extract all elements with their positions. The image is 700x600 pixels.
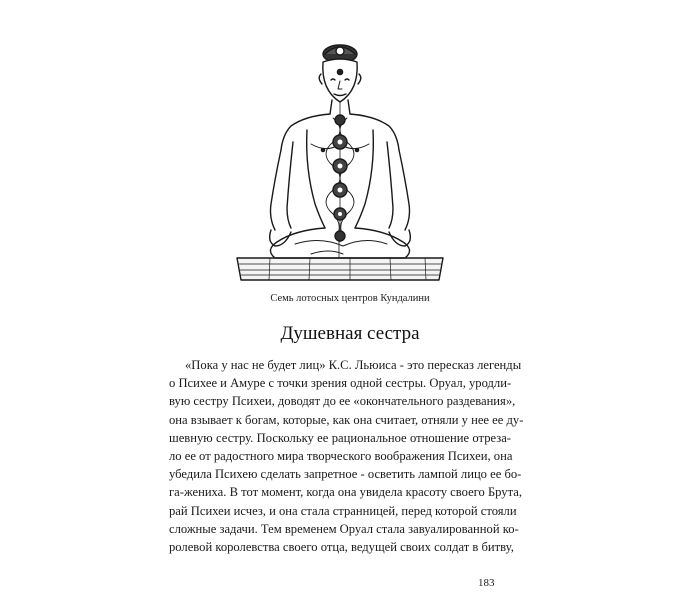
paragraph-line: га-жениха. В тот момент, когда она увидела красоту своего Брута, — [169, 485, 523, 500]
paragraph-line: убедила Психею сделать запретное - осветить лампой лицо ее бо- — [169, 467, 522, 482]
paragraph-line: вую сестру Психеи, доводят до ее «окончательного раздевания», — [169, 394, 516, 409]
paragraph-line: ло ее от радостного мира творческого воображения Психеи, она — [169, 448, 513, 463]
paragraph-line: о Психее и Амуре с точки зрения одной сестры. Оруал, уродли- — [169, 376, 512, 391]
kundalini-illustration — [225, 18, 455, 288]
paragraph-line: она взывает к богам, которые, как она считает, отняли у нее ее ду- — [169, 412, 524, 427]
paragraph-line: сложные задачи. Тем временем Оруал стала завуалированной ко- — [169, 521, 519, 536]
body-paragraph — [169, 356, 524, 556]
figure-caption: Семь лотосных центров Кундалини — [270, 293, 430, 304]
paragraph-line: рай Психеи исчез, и она стала странницей, перед которой стояли — [169, 503, 517, 518]
paragraph-line: шевную сестру. Поскольку ее рациональное отношение отреза- — [169, 430, 511, 445]
section-heading: Душевная сестра — [280, 323, 420, 344]
paragraph-line: «Пока у нас не будет лиц» К.С. Льюиса - это пересказ легенды — [185, 358, 522, 372]
meditating-figure-drawing — [225, 18, 455, 288]
paragraph-line: ролевой королевства своего отца, ведущей своих солдат в битву, — [169, 539, 514, 554]
page-number: 183 — [478, 577, 495, 589]
